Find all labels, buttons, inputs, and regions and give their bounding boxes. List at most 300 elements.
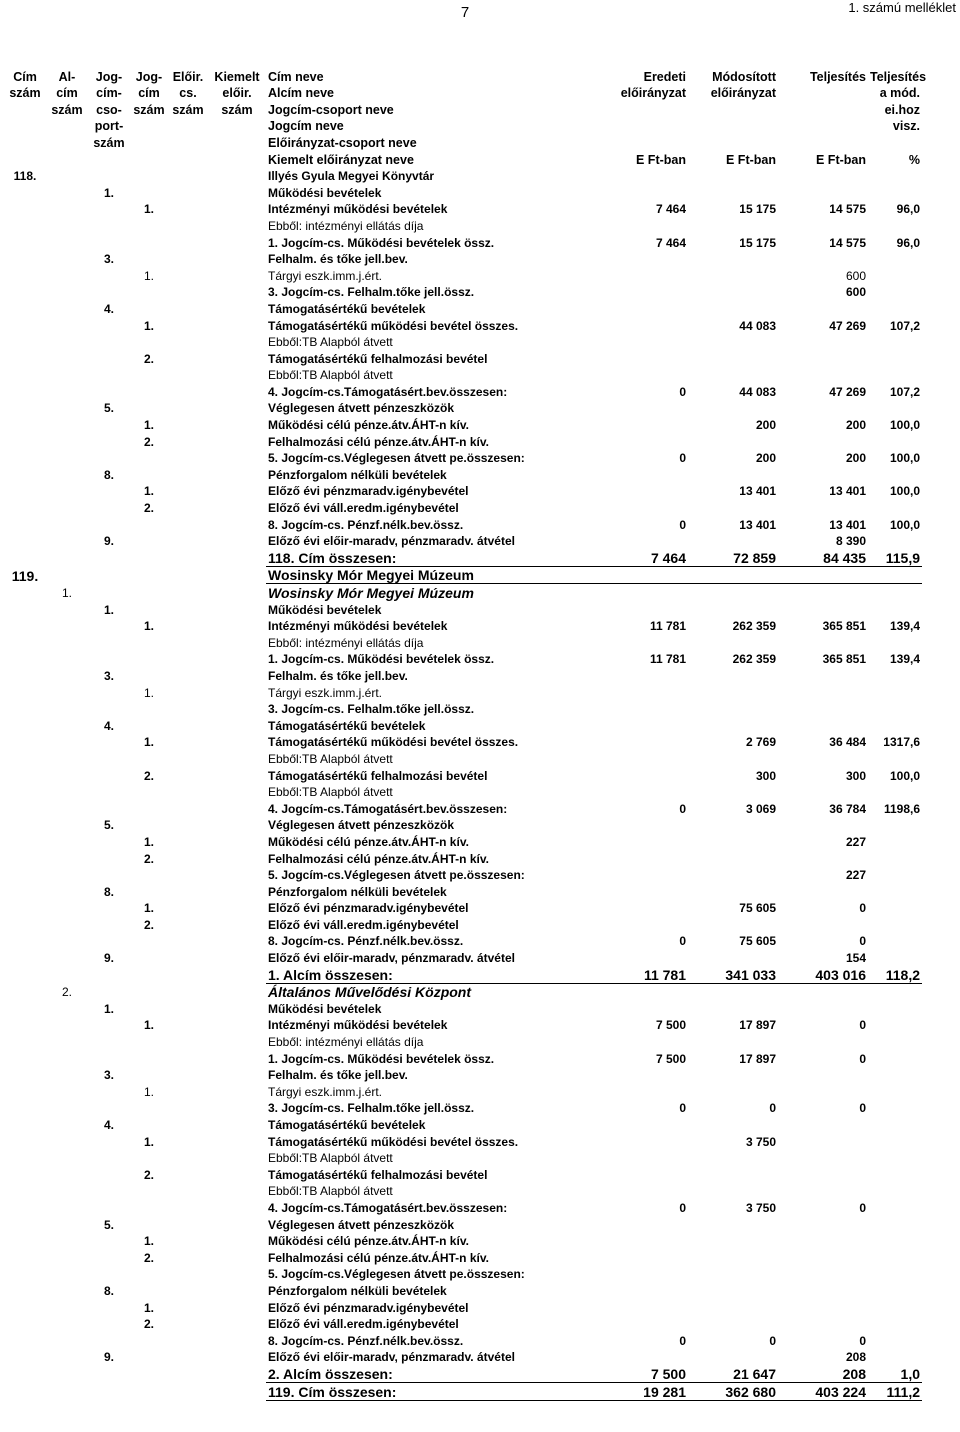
code-cell — [46, 201, 88, 218]
code-cell — [88, 383, 130, 400]
row-label: Ebből: intézményi ellátás díja — [268, 218, 424, 233]
empty-cell — [168, 767, 208, 784]
value-cell: 107,2 — [889, 318, 920, 333]
table-row — [4, 184, 922, 201]
table-row — [4, 1183, 922, 1200]
value-cell — [778, 300, 868, 317]
row-label: 5. Jogcím-cs.Véglegesen átvett pe.összesen: — [268, 1267, 525, 1282]
value-cell — [868, 350, 922, 367]
code-cell — [88, 450, 130, 467]
empty-cell — [208, 850, 266, 867]
empty-cell — [208, 900, 266, 917]
row-label: Ebből:TB Alapból átvett — [268, 1151, 393, 1166]
row-label: 4. Jogcím-cs.Támogatásért.bev.összesen: — [268, 384, 508, 399]
value-cell — [868, 867, 922, 884]
code-cell — [4, 767, 46, 784]
code-cell — [130, 1282, 168, 1299]
code-cell — [88, 284, 130, 301]
empty-cell — [168, 1233, 208, 1250]
value-cell: 365 851 — [822, 652, 866, 667]
value-cell — [596, 1349, 688, 1366]
empty-cell — [208, 1266, 266, 1283]
empty-cell — [168, 334, 208, 351]
empty-cell — [208, 334, 266, 351]
value-cell — [596, 701, 688, 718]
code-cell — [88, 750, 130, 767]
value-cell — [868, 1299, 922, 1316]
code-cell — [4, 684, 46, 701]
empty-cell — [168, 1150, 208, 1167]
table-row — [4, 1033, 922, 1050]
code-cell — [4, 483, 46, 500]
row-label: 2. Alcím összesen: — [266, 1365, 596, 1382]
table-row — [4, 284, 922, 301]
value-cell — [688, 217, 778, 234]
code-cell — [88, 234, 130, 251]
value-cell — [596, 1316, 688, 1333]
value-cell: 341 033 — [688, 966, 778, 983]
header-cell — [208, 151, 266, 168]
value-cell — [778, 667, 868, 684]
empty-cell — [208, 833, 266, 850]
empty-cell — [168, 800, 208, 817]
value-cell — [868, 833, 922, 850]
row-label: Támogatásértékű bevételek — [268, 1118, 426, 1132]
value-cell — [778, 217, 868, 234]
empty-cell — [208, 717, 266, 734]
value-cell: 0 — [769, 1101, 776, 1116]
value-cell — [688, 717, 778, 734]
row-label: Véglegesen átvett pénzeszközök — [268, 401, 455, 416]
code-cell — [4, 1133, 46, 1150]
value-cell — [868, 750, 922, 767]
code-cell — [4, 1216, 46, 1233]
value-cell — [778, 350, 868, 367]
code-cell — [88, 833, 130, 850]
code-cell — [4, 383, 46, 400]
empty-cell — [208, 1100, 266, 1117]
table-row — [4, 867, 922, 884]
header-cell: előir. — [222, 86, 252, 101]
table-row — [4, 383, 922, 400]
code-cell — [4, 516, 46, 533]
empty-cell — [168, 533, 208, 550]
code-cell — [46, 549, 88, 566]
empty-cell — [168, 734, 208, 751]
code-cell — [46, 1299, 88, 1316]
code-cell — [4, 651, 46, 668]
header-cell — [778, 134, 868, 151]
value-cell — [688, 1249, 778, 1266]
empty-cell — [208, 867, 266, 884]
row-label: Intézményi működési bevételek — [268, 1018, 448, 1033]
value-cell — [596, 1000, 688, 1017]
value-cell — [596, 734, 688, 751]
code-cell — [88, 684, 130, 701]
value-cell: 7 464 — [596, 549, 688, 566]
empty-cell — [208, 1299, 266, 1316]
header-cell: cím — [56, 86, 78, 101]
value-cell: 13 401 — [829, 517, 866, 532]
value-cell — [868, 933, 922, 950]
value-cell — [778, 601, 868, 618]
header-cell: szám — [9, 86, 41, 101]
value-cell — [868, 300, 922, 317]
code-cell: 8. — [103, 884, 114, 899]
table-row — [4, 1316, 922, 1333]
row-label: 119. Cím összesen: — [266, 1382, 596, 1400]
header-cell: Teljesítés — [870, 69, 927, 84]
empty-cell — [168, 1332, 208, 1349]
value-cell: 362 680 — [688, 1382, 778, 1400]
code-cell — [88, 1083, 130, 1100]
table-row — [4, 516, 922, 533]
header-cell: Módosított — [712, 69, 776, 84]
table-row — [4, 1000, 922, 1017]
row-label: Általános Művelődési Központ — [268, 984, 472, 1001]
row-label: Pénzforgalom nélküli bevételek — [268, 1283, 447, 1298]
value-cell: 100,0 — [889, 484, 920, 499]
value-cell: 0 — [859, 1018, 866, 1033]
value-cell — [596, 750, 688, 767]
value-cell — [688, 1266, 778, 1283]
value-cell: 154 — [845, 951, 866, 966]
empty-cell — [208, 1000, 266, 1017]
empty-cell — [208, 800, 266, 817]
header-cell — [4, 151, 46, 168]
empty-cell — [168, 949, 208, 966]
code-cell: 1. — [143, 484, 154, 499]
row-label: Előző évi pénzmaradv.igénybevétel — [268, 901, 469, 916]
header-cell — [130, 118, 168, 135]
code-cell — [88, 618, 130, 635]
empty-cell — [208, 516, 266, 533]
code-cell: 3. — [103, 668, 114, 683]
empty-cell — [168, 1316, 208, 1333]
value-cell: 15 175 — [739, 235, 776, 250]
value-cell: 44 083 — [739, 318, 776, 333]
table-row — [4, 251, 922, 268]
value-cell — [868, 184, 922, 201]
code-cell — [88, 701, 130, 718]
empty-cell — [168, 1033, 208, 1050]
value-cell — [688, 634, 778, 651]
value-cell: 0 — [679, 1200, 686, 1215]
value-cell — [778, 367, 868, 384]
value-cell: 100,0 — [889, 517, 920, 532]
empty-cell — [168, 1166, 208, 1183]
value-cell — [868, 949, 922, 966]
code-cell — [130, 367, 168, 384]
row-label: Támogatásértékű felhalmozási bevétel — [268, 351, 488, 366]
empty-cell — [208, 184, 266, 201]
code-cell — [130, 1183, 168, 1200]
code-cell — [130, 1150, 168, 1167]
empty-cell — [208, 1216, 266, 1233]
value-cell — [596, 883, 688, 900]
header-cell: előirányzat — [620, 86, 686, 101]
value-cell — [596, 767, 688, 784]
value-cell: 7 500 — [655, 1018, 686, 1033]
table-row — [4, 1382, 922, 1400]
code-cell — [4, 667, 46, 684]
value-cell — [778, 1183, 868, 1200]
code-cell — [4, 1249, 46, 1266]
table-row — [4, 618, 922, 635]
value-cell: 200 — [845, 451, 866, 466]
empty-cell — [208, 1382, 266, 1400]
code-cell: 1. — [143, 318, 154, 333]
value-cell: 17 897 — [739, 1051, 776, 1066]
table-row — [4, 466, 922, 483]
value-cell — [778, 334, 868, 351]
value-cell — [688, 566, 778, 584]
value-cell: 7 500 — [596, 1365, 688, 1382]
value-cell — [778, 850, 868, 867]
empty-cell — [208, 966, 266, 983]
code-cell — [130, 234, 168, 251]
code-cell — [4, 1100, 46, 1117]
value-cell — [868, 850, 922, 867]
code-cell: 2. — [143, 501, 154, 516]
code-cell: 2. — [143, 917, 154, 932]
code-cell — [130, 750, 168, 767]
code-cell: 2. — [61, 985, 72, 1000]
row-label: Támogatásértékű működési bevétel összes. — [268, 1134, 519, 1149]
value-cell: 21 647 — [688, 1365, 778, 1382]
code-cell — [130, 1000, 168, 1017]
code-cell — [4, 1316, 46, 1333]
table-row — [4, 1199, 922, 1216]
value-cell: 0 — [769, 1333, 776, 1348]
value-cell: 11 781 — [596, 966, 688, 983]
value-cell — [688, 284, 778, 301]
empty-cell — [208, 549, 266, 566]
code-cell — [130, 1365, 168, 1382]
value-cell — [868, 817, 922, 834]
header-cell: cím- — [96, 86, 122, 101]
code-cell — [4, 867, 46, 884]
empty-cell — [208, 1233, 266, 1250]
code-cell — [88, 1332, 130, 1349]
value-cell — [596, 867, 688, 884]
empty-cell — [208, 217, 266, 234]
code-cell — [4, 883, 46, 900]
header-cell: Kiemelt előirányzat neve — [268, 152, 414, 167]
row-label: Támogatásértékű felhalmozási bevétel — [268, 1167, 488, 1182]
code-cell — [130, 566, 168, 584]
empty-cell — [208, 1166, 266, 1183]
row-label: 1. Jogcím-cs. Működési bevételek össz. — [268, 235, 495, 250]
value-cell — [778, 817, 868, 834]
empty-cell — [168, 317, 208, 334]
value-cell — [688, 1316, 778, 1333]
code-cell: 5. — [103, 401, 114, 416]
code-cell — [4, 1266, 46, 1283]
code-cell — [46, 867, 88, 884]
code-cell — [46, 883, 88, 900]
empty-cell — [168, 667, 208, 684]
code-cell — [4, 1017, 46, 1034]
row-label: Illyés Gyula Megyei Könyvtár — [268, 169, 435, 184]
empty-cell — [208, 433, 266, 450]
code-cell — [130, 966, 168, 983]
code-cell — [88, 983, 130, 1000]
code-cell — [4, 1382, 46, 1400]
value-cell: 11 781 — [649, 652, 686, 667]
empty-cell — [168, 983, 208, 1000]
code-cell — [88, 1316, 130, 1333]
empty-cell — [168, 383, 208, 400]
table-row — [4, 784, 922, 801]
code-cell — [46, 383, 88, 400]
row-label: Véglegesen átvett pénzeszközök — [268, 818, 455, 833]
empty-cell — [208, 916, 266, 933]
code-cell — [130, 549, 168, 566]
code-cell — [130, 1033, 168, 1050]
value-cell — [868, 684, 922, 701]
value-cell — [688, 1183, 778, 1200]
code-cell — [46, 767, 88, 784]
empty-cell — [208, 1332, 266, 1349]
empty-cell — [168, 217, 208, 234]
empty-cell — [168, 1067, 208, 1084]
value-cell: 0 — [859, 901, 866, 916]
code-cell — [4, 1150, 46, 1167]
value-cell — [596, 433, 688, 450]
code-cell — [4, 1332, 46, 1349]
empty-cell — [208, 1083, 266, 1100]
value-cell — [688, 400, 778, 417]
row-label: Felhalm. és tőke jell.bev. — [268, 252, 408, 267]
row-label: Tárgyi eszk.imm.j.ért. — [268, 685, 383, 700]
value-cell — [868, 533, 922, 550]
value-cell — [778, 1299, 868, 1316]
row-label: Előző évi váll.eredm.igénybevétel — [268, 1317, 459, 1332]
code-cell — [88, 483, 130, 500]
row-label: Előző évi pénzmaradv.igénybevétel — [268, 1300, 469, 1315]
empty-cell — [168, 234, 208, 251]
header-row — [4, 85, 922, 102]
code-cell — [4, 933, 46, 950]
table-row — [4, 566, 922, 584]
value-cell: 1317,6 — [883, 735, 920, 750]
header-cell: cím — [138, 86, 160, 101]
row-label: Ebből: intézményi ellátás díja — [268, 635, 424, 650]
header-cell — [688, 118, 778, 135]
table-row — [4, 234, 922, 251]
code-cell: 1. — [143, 1300, 154, 1315]
header-cell — [168, 151, 208, 168]
value-cell — [778, 566, 868, 584]
code-cell — [88, 1033, 130, 1050]
table-row — [4, 1349, 922, 1366]
empty-cell — [168, 1050, 208, 1067]
value-cell — [596, 184, 688, 201]
value-cell — [688, 750, 778, 767]
code-cell — [88, 634, 130, 651]
code-cell — [4, 1083, 46, 1100]
table-row — [4, 1233, 922, 1250]
value-cell — [596, 334, 688, 351]
value-cell: 96,0 — [896, 235, 920, 250]
header-row — [4, 101, 922, 118]
code-cell — [88, 566, 130, 584]
row-label: Működési célú pénze.átv.ÁHT-n kív. — [268, 418, 469, 433]
header-cell: szám — [172, 102, 204, 117]
row-label: Felhalm. és tőke jell.bev. — [268, 1068, 408, 1083]
row-label: Támogatásértékű bevételek — [268, 718, 426, 733]
empty-cell — [168, 1365, 208, 1382]
code-cell — [46, 168, 88, 185]
empty-cell — [168, 450, 208, 467]
table-row — [4, 1100, 922, 1117]
code-cell — [46, 601, 88, 618]
value-cell — [778, 1133, 868, 1150]
value-cell — [688, 983, 778, 1000]
header-cell — [130, 151, 168, 168]
row-label: 5. Jogcím-cs.Véglegesen átvett pe.összesen: — [268, 868, 525, 883]
header-cell: E Ft-ban — [636, 152, 686, 167]
value-cell — [778, 1216, 868, 1233]
row-label: Felhalm. és tőke jell.bev. — [268, 668, 408, 683]
code-cell — [88, 966, 130, 983]
code-cell — [130, 651, 168, 668]
empty-cell — [208, 450, 266, 467]
code-cell — [4, 350, 46, 367]
value-cell — [778, 1150, 868, 1167]
header-cell: a mód. — [879, 86, 920, 101]
empty-cell — [208, 201, 266, 218]
value-cell — [868, 267, 922, 284]
table-row — [4, 350, 922, 367]
empty-cell — [168, 1266, 208, 1283]
value-cell — [596, 1067, 688, 1084]
code-cell — [4, 334, 46, 351]
row-label: 3. Jogcím-cs. Felhalm.tőke jell.össz. — [268, 285, 475, 300]
code-cell — [46, 1166, 88, 1183]
value-cell — [868, 1017, 922, 1034]
value-cell — [688, 1150, 778, 1167]
row-label: Előző évi pénzmaradv.igénybevétel — [268, 484, 469, 499]
value-cell: 0 — [859, 1200, 866, 1215]
code-cell — [46, 234, 88, 251]
value-cell — [596, 267, 688, 284]
code-cell — [130, 701, 168, 718]
table-row — [4, 1150, 922, 1167]
code-cell — [46, 1033, 88, 1050]
value-cell — [778, 916, 868, 933]
code-cell — [130, 800, 168, 817]
code-cell — [46, 1199, 88, 1216]
value-cell: 107,2 — [889, 384, 920, 399]
value-cell — [868, 1000, 922, 1017]
value-cell — [688, 1083, 778, 1100]
table-row — [4, 701, 922, 718]
table-row — [4, 584, 922, 601]
code-cell — [130, 251, 168, 268]
code-cell — [130, 1349, 168, 1366]
empty-cell — [208, 949, 266, 966]
value-cell — [688, 1282, 778, 1299]
code-cell — [46, 966, 88, 983]
value-cell — [688, 533, 778, 550]
value-cell — [778, 1000, 868, 1017]
value-cell — [596, 983, 688, 1000]
value-cell: 0 — [859, 1101, 866, 1116]
table-row — [4, 833, 922, 850]
code-cell — [46, 750, 88, 767]
